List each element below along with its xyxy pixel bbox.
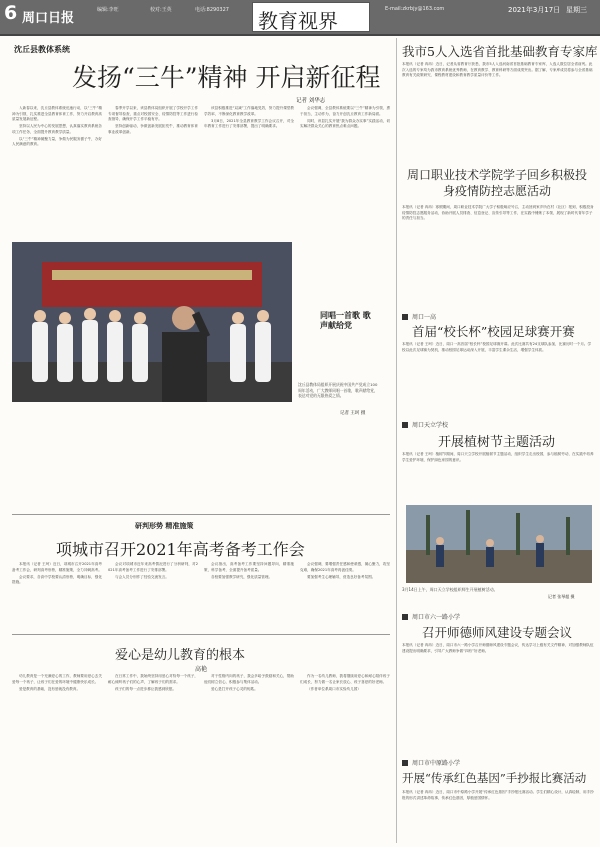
weekday: 星期三 <box>566 6 587 14</box>
story3-title: 首届“校长杯”校园足球赛开赛 <box>412 324 575 339</box>
article2-para: 本报讯（记者 王珂）近日，项城市召开2021年高考备考工作会，研判高考形势，精准施策，全力冲刺高考。 <box>12 562 102 572</box>
lead-para: 3月8日，2021年全县教育教学工作会议召开，对全年教育工作进行了安排部署，提出了明确要求。 <box>204 118 294 129</box>
article2-para: 要加强考生心理辅导，营造良好备考氛围。 <box>307 574 376 579</box>
lead-para: 坚持以人民为中心的发展思想，认真落实教育系统各项工作任务，全面提升教育教学质量。 <box>12 124 102 134</box>
article3-author: 高艳 <box>195 666 208 673</box>
article3-para: 幼儿教育是一个充满爱心的工作，教师要用爱心去关爱每一个孩子，让孩子们在爱的环境中健康快乐成长。 <box>12 674 102 684</box>
article2-para: 会议要求，各高中学校要认清形势，明确目标，强化措施。 <box>12 574 102 585</box>
lead-para: 该县积极推进“双减”工作落地见效，努力提升课堂教学效率，不断深化教育教学改革。 <box>204 106 294 116</box>
page-number: 6 <box>4 2 18 24</box>
editor: 编辑:李旺 <box>97 7 119 13</box>
lead-byline: 记者 刘华志 <box>296 98 326 104</box>
date: 2021年3月17日 <box>508 6 561 14</box>
story4-school <box>402 420 448 429</box>
story1-title: 我市5人入选省首批基础教育专家库 <box>402 44 598 59</box>
lead-para: 会议强调，全县教体系统要以“三牛”精神为引领，勇于担当，主动作为，奋力开创沈丘教育工作新局面。 <box>300 106 390 116</box>
tree-planting-photo <box>406 505 592 583</box>
story1-text: 本报讯（记者 冉冉）近日，记者从省教育厅获悉，我市5人入选河南省首批基础教育专家库，入选人数位居全省前列。此次入选的专家均为我市教育系统优秀教师，在教育教学、教育科研等方面成绩突出。据了解，专家库成员将参与全省基础教育有关政策研究、课程教材建设和教育教学质量评价等工作。 <box>402 62 593 78</box>
article2-para: 会议指出，高考备考工作要坚持问题导向，精准施策，科学备考，全面提升备考质量。 <box>204 562 294 572</box>
paper-name: 周口日报 <box>22 11 75 26</box>
email: E-mail:zkrbjy@163.com <box>385 6 445 12</box>
article3-para: 在日常工作中，我始终坚持用爱心对待每一个孩子，耐心倾听孩子们的心声，了解孩子们的需求。 <box>108 674 198 684</box>
article3-para: 爱心是打开孩子心灵的钥匙。 <box>211 686 258 691</box>
article2-para: 各校要加强教学研究，强化质量管理。 <box>211 574 273 579</box>
article3-para: （作者单位系周口市实验幼儿园） <box>307 686 361 691</box>
article2-para: 会议强调，要增强责任感和使命感，凝心聚力，攻坚克难，确保2021年高考再创佳绩。 <box>300 562 390 572</box>
lead-text-top <box>12 106 390 236</box>
story3-text: 本报讯（记者 王珂）近日，周口一高首届“校长杯”校园足球赛开幕。此次比赛共有24支球队参加，比赛历时一个月。学校以此次足球赛为契机，推动校园足球运动深入开展，丰富学生课余生活，增强学生体质。 <box>402 342 592 352</box>
story5-title: 召开师德师风建设专题会议 <box>422 625 573 640</box>
lead-title: 发扬“三牛”精神 开启新征程 <box>72 63 381 92</box>
article2-text <box>12 562 390 630</box>
story4-title: 开展植树节主题活动 <box>438 435 556 450</box>
story6-school-label: 周口市中原路小学 <box>412 760 461 767</box>
story5-school-label: 周口市六一路小学 <box>412 614 461 621</box>
story4-school-label: 周口天立学校 <box>412 422 449 429</box>
article3-text <box>12 674 390 842</box>
photo-credit: 记者 王珂 摄 <box>340 411 366 416</box>
photo2-caption: 3月14日上午，周口天立学校组织师生开展植树活动。 <box>402 587 498 592</box>
story2-title: 周口职业技术学院学子回乡积极投身疫情防控志愿活动 <box>406 168 587 198</box>
lead-para: 以“三牛”精神凝聚力量，争做为民服务孺子牛，办好人民满意的教育。 <box>12 136 102 147</box>
lead-para: 坚持创新驱动，争做创新发展拓荒牛，推动教育体育事业改革创新。 <box>108 124 198 134</box>
masthead-underline <box>0 34 600 36</box>
divider <box>12 514 390 515</box>
photo2-credit: 记者 张琴超 摄 <box>548 594 575 599</box>
story3-school-label: 周口一高 <box>412 314 437 321</box>
phone: 电话:8290327 <box>195 7 229 13</box>
article3-para: 对于性格内向的孩子，我会多给予鼓励和关心，帮助他们树立信心，积极参与集体活动。 <box>204 674 294 684</box>
story4-text: 本报讯（记者 王珂）植树节期间，周口天立学校开展植树节主题活动，组织学生走出校园，参与植树劳动，在实践中培养学生爱护环境、保护绿色家园的意识。 <box>402 452 594 462</box>
article3-para: 爱是教育的基础，没有爱就没有教育。 <box>19 686 81 691</box>
photo-caption: 同唱一首歌 歌声献给党 <box>320 310 371 331</box>
section-title: 教育视界 <box>258 9 338 33</box>
lead-para: 同时，该县扎实开展“我为群众办实事”实践活动，切实解决群众关心的教育热点难点问题。 <box>300 118 390 129</box>
story2-text: 本报讯（记者 冉冉）寒假期间，周口职业技术学院广大学子积极响应号召，主动回到家乡所在村（社区）报到，积极投身疫情防控志愿服务活动，协助开展人员排查、信息登记、宣传引导等工作，在实践中锤炼了本领，展现了新时代青年学子的责任与担当。 <box>402 205 594 221</box>
article2-kicker: 研判形势 精准施策 <box>135 522 194 530</box>
story3-school <box>402 312 436 321</box>
story6-title: 开展“传承红色基因”手抄报比赛活动 <box>402 771 587 785</box>
article2-para: 与会人员分别作了经验交流发言。 <box>115 574 169 579</box>
divider <box>12 634 390 635</box>
story5-school <box>402 612 460 621</box>
article3-para: 孩子们的每一点进步都让我感到欣慰。 <box>115 686 177 691</box>
story6-school <box>402 758 460 767</box>
article3-title: 爱心是幼儿教育的根本 <box>115 648 246 663</box>
photo-note: 沈丘县教体局组织开展庆祝中国共产党成立100周年活动，广大教师同唱一首歌，歌声献给党，表达对党的无限热爱之情。 <box>298 382 378 399</box>
lead-kicker: 沈丘县教体系统 <box>14 45 70 54</box>
lead-para: 入新春以来，沈丘县教体系统迅速行动，以“三牛”精神为引领，扎实推进全县教育体育工作，努力开启教育高质量发展新征程。 <box>12 106 102 122</box>
choir-photo <box>12 242 292 402</box>
column-divider <box>396 38 397 843</box>
article2-para: 会议对项城市近年来高考情况进行了分析研判，对2021年高考备考工作进行了安排部署。 <box>108 562 198 572</box>
article2-title: 项城市召开2021年高考备考工作会 <box>56 540 305 559</box>
lead-para: 春季开学以来，该县教体局组织开展了学校开学工作专项督导检查，重点对校园安全、疫情防控等工作进行检查指导，确保开学工作平稳有序。 <box>108 106 198 122</box>
article3-para: 作为一名幼儿教师，我将继续用爱心和耐心陪伴孩子们成长，努力做一名让家长放心、孩子喜爱的好老师。 <box>300 674 390 684</box>
proofread: 校对:王英 <box>150 7 172 13</box>
story5-text: 本报讯（记者 冉冉）近日，周口市六一路小学召开师德师风建设专题会议，传达学习上级有关文件精神，对加强教师队伍建设提出明确要求，引导广大教师争做“四有”好老师。 <box>402 643 594 653</box>
story6-text: 本报讯（记者 冉冉）近日，周口市中原路小学开展“传承红色基因”手抄报比赛活动。学生们精心设计，认真绘制，用手抄报的形式讲述革命故事，传承红色基因，厚植爱国情怀。 <box>402 790 594 800</box>
